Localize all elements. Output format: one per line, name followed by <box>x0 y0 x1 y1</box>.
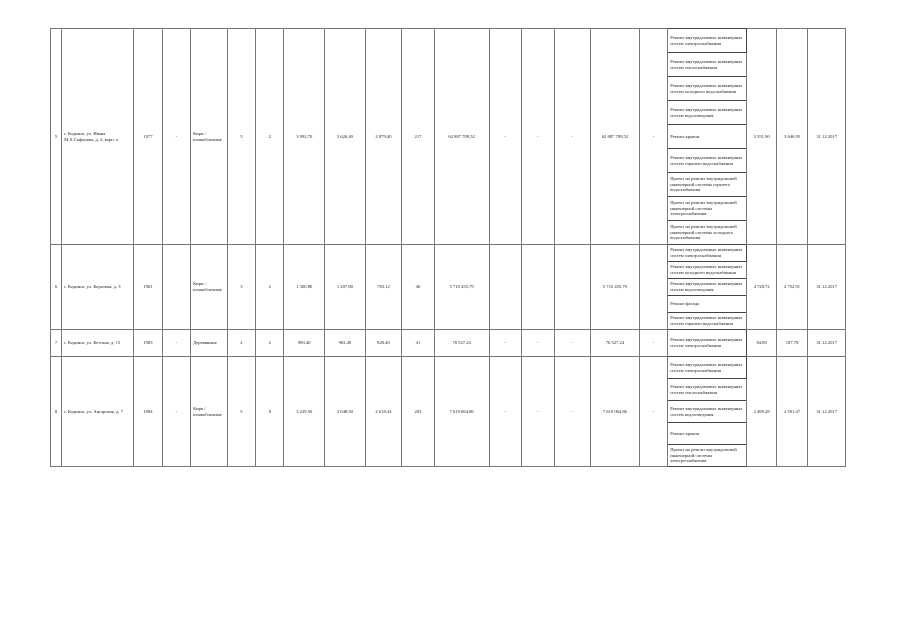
work-type-cell: Проект на ремонт внутридомовой инженерной системы электроснабжения <box>668 445 747 467</box>
total-area-cell: 3 992,70 <box>284 29 325 245</box>
local-budget-cell <box>554 245 591 330</box>
residents-cell: 46 <box>402 245 434 330</box>
total-area-cell: 3 229,50 <box>284 357 325 467</box>
year-built-cell: 1983 <box>134 330 162 357</box>
row-number: 6 <box>51 245 62 330</box>
residential-area-cell: 2 618,34 <box>365 357 402 467</box>
wall-material-cell: Кирп./ шлакоблочные <box>191 357 228 467</box>
year-renovation-cell <box>162 245 190 330</box>
unit-cost-cell: 84,80 <box>747 330 776 357</box>
row-number: 8 <box>51 357 62 467</box>
entrances-cell: 2 <box>256 29 284 245</box>
work-type-cell: Ремонт внутридомовых инженерных систем холодного водоснабжения <box>668 262 747 279</box>
fund-cost-cell <box>489 245 521 330</box>
residential-area-cell: 783,12 <box>365 245 402 330</box>
unit-cost-cell: 3 551,90 <box>747 29 776 245</box>
year-renovation-cell: - <box>162 357 190 467</box>
address-cell: г. Кодинск, ул. Кетская, д. 15 <box>62 330 134 357</box>
deadline-cell: 31.12.2017 <box>808 245 846 330</box>
address-cell: г. Кодинск, ул. Иванa М.Х.Сафонова, д. 2, корп. а <box>62 29 134 245</box>
fund-cost-cell: - <box>489 357 521 467</box>
owners-cost-cell: 76 527,24 <box>591 330 640 357</box>
entrances-cell: 8 <box>256 357 284 467</box>
year-built-cell: 1984 <box>134 357 162 467</box>
deadline-cell: 31.12.2017 <box>808 29 846 245</box>
entrances-cell: 2 <box>256 330 284 357</box>
year-renovation-cell: - <box>162 330 190 357</box>
other-cost-cell <box>639 245 667 330</box>
max-unit-cost-cell: 4 752,91 <box>776 245 807 330</box>
total-cost-cell: 62 887 709,52 <box>434 29 489 245</box>
floors-cell: 3 <box>227 245 255 330</box>
work-type-cell: Ремонт внутридомовых инженерных систем электроснабжения <box>668 357 747 379</box>
year-renovation-cell: - <box>162 29 190 245</box>
floors-cell: 5 <box>227 357 255 467</box>
work-type-cell: Проект на ремонт внутридомовой инженерной системы холодного водоснабжения <box>668 221 747 245</box>
owners-cost-cell: 62 887 709,52 <box>591 29 640 245</box>
work-type-cell: Ремонт внутридомовых инженерных систем холодного водоснабжения <box>668 77 747 101</box>
work-type-cell: Ремонт внутридомовых инженерных систем электроснабжения <box>668 330 747 357</box>
work-type-cell: Ремонт внутридомовых инженерных систем водоотведения <box>668 279 747 296</box>
max-unit-cost-cell: 2 591,47 <box>776 357 807 467</box>
work-type-cell: Ремонт фасада <box>668 296 747 313</box>
deadline-cell: 31.12.2017 <box>808 330 846 357</box>
table-row <box>51 330 846 357</box>
total-area-cell: 1 300,80 <box>284 245 325 330</box>
work-type-cell: Ремонт крыши <box>668 423 747 445</box>
residential-area-cell: 820,40 <box>365 330 402 357</box>
row-number: 7 <box>51 330 62 357</box>
unit-cost-cell: 4 728,72 <box>747 245 776 330</box>
local-budget-cell: - <box>554 357 591 467</box>
table-body <box>51 29 846 467</box>
table-row <box>51 245 846 262</box>
work-type-cell: Ремонт внутридомовых инженерных систем электроснабжения <box>668 29 747 53</box>
address-cell: г. Кодинск, ул. Ангарская, д. 7 <box>62 357 134 467</box>
entrances-cell: 2 <box>256 245 284 330</box>
work-type-cell: Ремонт крыши <box>668 125 747 149</box>
other-cost-cell: - <box>639 330 667 357</box>
residential-area-cell: 2 879,40 <box>365 29 402 245</box>
owners-cost-cell: 7 619 064,86 <box>591 357 640 467</box>
floors-cell: 2 <box>227 330 255 357</box>
other-cost-cell: - <box>639 29 667 245</box>
residents-cell: 203 <box>402 357 434 467</box>
wall-material-cell: Деревянные <box>191 330 228 357</box>
local-budget-cell: - <box>554 330 591 357</box>
work-type-cell: Ремонт внутридомовых инженерных систем электроснабжения <box>668 245 747 262</box>
table-row <box>51 29 846 53</box>
total-cost-cell: 5 710 455,79 <box>434 245 489 330</box>
wall-material-cell: Кирп./ шлакоблочные <box>191 245 228 330</box>
work-type-cell: Ремонт внутридомовых инженерных систем теплоснабжения <box>668 53 747 77</box>
address-cell: г. Кодинск, ул. Короткая, д. 3 <box>62 245 134 330</box>
unit-cost-cell: 2 499,28 <box>747 357 776 467</box>
repair-program-table <box>50 28 846 467</box>
total-cost-cell: 7 619 064,86 <box>434 357 489 467</box>
year-built-cell: 1977 <box>134 29 162 245</box>
owners-cost-cell: 5 710 455,79 <box>591 245 640 330</box>
regional-budget-cell <box>522 245 554 330</box>
table-row <box>51 357 846 379</box>
total-cost-cell: 76 527,24 <box>434 330 489 357</box>
work-type-cell: Ремонт внутридомовых инженерных систем горячего водоснабжения <box>668 149 747 173</box>
rooms-area-cell: 3 626,40 <box>325 29 366 245</box>
other-cost-cell: - <box>639 357 667 467</box>
rooms-area-cell: 3 048,50 <box>325 357 366 467</box>
fund-cost-cell: - <box>489 330 521 357</box>
floors-cell: 5 <box>227 29 255 245</box>
work-type-cell: Ремонт внутридомовых инженерных систем теплоснабжения <box>668 379 747 401</box>
year-built-cell: 1961 <box>134 245 162 330</box>
work-type-cell: Проект на ремонт внутридомовой инженерной системы горячего водоснабжения <box>668 173 747 197</box>
residents-cell: 41 <box>402 330 434 357</box>
row-number: 5 <box>51 29 62 245</box>
max-unit-cost-cell: 3 646,95 <box>776 29 807 245</box>
total-area-cell: 983,40 <box>284 330 325 357</box>
regional-budget-cell: - <box>522 29 554 245</box>
regional-budget-cell: - <box>522 357 554 467</box>
work-type-cell: Ремонт внутридомовых инженерных систем водоотведения <box>668 401 747 423</box>
wall-material-cell: Кирп./ шлакоблочные <box>191 29 228 245</box>
rooms-area-cell: 1 207,80 <box>325 245 366 330</box>
residents-cell: 217 <box>402 29 434 245</box>
work-type-cell: Ремонт внутридомовых инженерных систем горячего водоснабжения <box>668 313 747 330</box>
rooms-area-cell: 902,40 <box>325 330 366 357</box>
deadline-cell: 31.12.2017 <box>808 357 846 467</box>
regional-budget-cell: - <box>522 330 554 357</box>
fund-cost-cell: - <box>489 29 521 245</box>
work-type-cell: Ремонт внутридомовых инженерных систем водоотведения <box>668 101 747 125</box>
local-budget-cell: - <box>554 29 591 245</box>
max-unit-cost-cell: 107,78 <box>776 330 807 357</box>
work-type-cell: Проект на ремонт внутридомовой инженерной системы электроснабжения <box>668 197 747 221</box>
